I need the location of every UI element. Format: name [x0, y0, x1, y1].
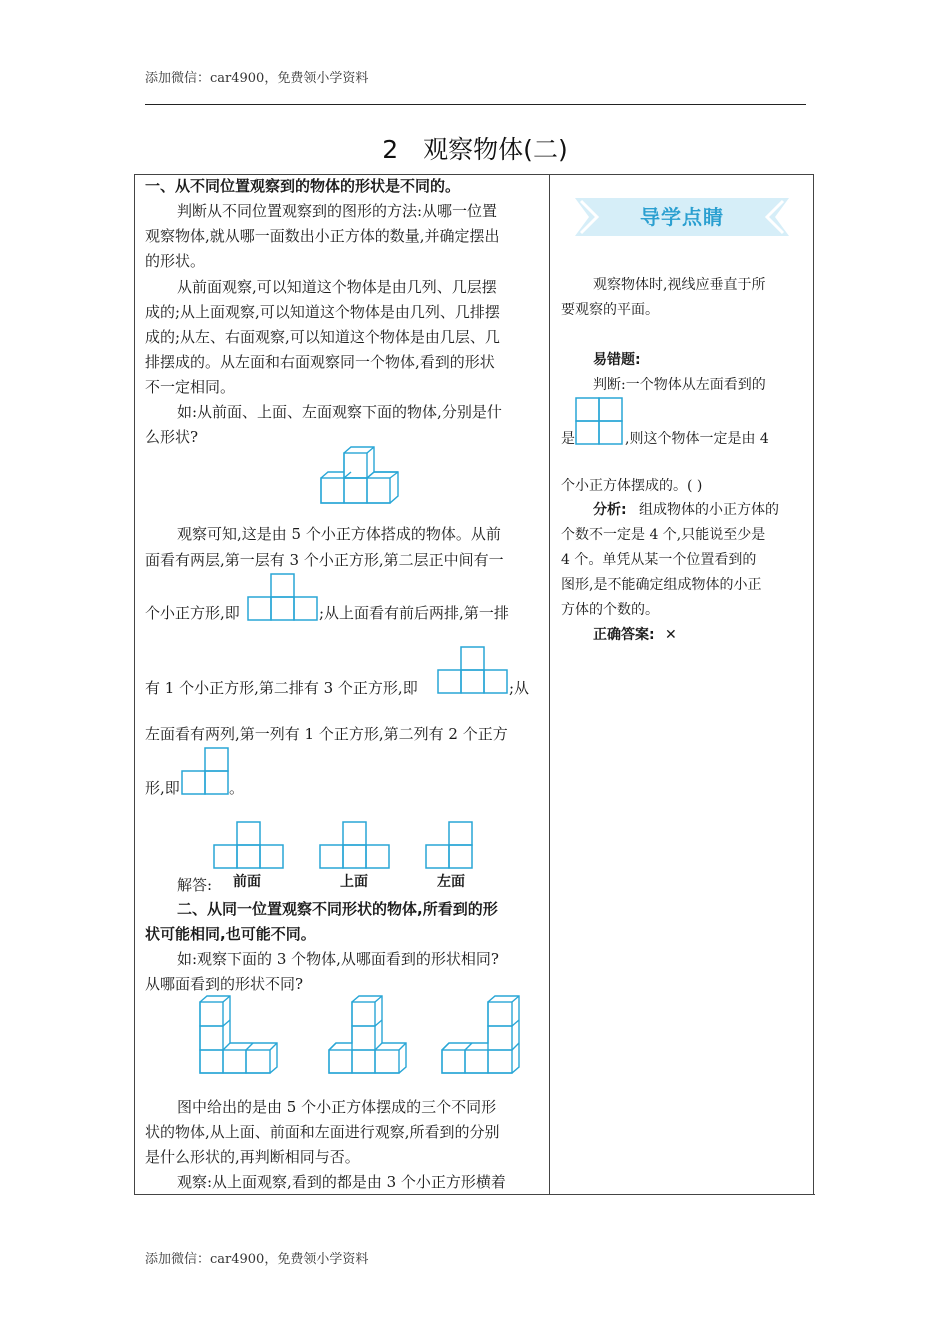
para4-line2: 面看有两层,第一层有 3 个小正方形,第二层正中间有一 [145, 551, 504, 569]
para3-line1: 如:从前面、上面、左面观察下面的物体,分别是什 [177, 403, 502, 421]
answer-front-view [213, 821, 285, 869]
front-view-inline-figure [247, 573, 319, 621]
error-question-label: 易错题: [593, 352, 641, 368]
section1-heading: 一、从不同位置观察到的物体的形状是不同的。 [145, 177, 461, 195]
tip-line1: 观察物体时,视线应垂直于所 [593, 277, 766, 293]
answer-top-view [319, 821, 391, 869]
section2-heading-line1: 二、从同一位置观察不同形状的物体,所看到的形 [177, 900, 498, 918]
answer-left-view [425, 821, 473, 869]
para4-line3a: 个小正方形,即 [145, 604, 240, 622]
para1-line3: 的形状。 [145, 252, 206, 270]
para2-line2: 成的;从上面观察,可以知道这个物体是由几列、几排摆 [145, 303, 500, 321]
para5-line2: 从哪面看到的形状不同? [145, 975, 304, 993]
page-header: 添加微信：car4900，免费领小学资料 [145, 71, 369, 86]
para4-line1: 观察可知,这是由 5 个小正方体搭成的物体。从前 [177, 525, 501, 543]
column-divider [549, 174, 550, 1195]
left-view-square-figure [575, 397, 625, 445]
para5-line1: 如:观察下面的 3 个物体,从哪面看到的形状相同? [177, 950, 499, 968]
tip-line2: 要观察的平面。 [561, 302, 659, 318]
top-view-inline-figure [437, 646, 509, 694]
para6-line2: 状的物体,从上面、前面和左面进行观察,所看到的分别 [145, 1123, 500, 1141]
analysis-line5: 方体的个数的。 [561, 602, 659, 618]
analysis-line2: 个数不一定是 4 个,只能说至少是 [561, 527, 766, 543]
para4-line6b: 。 [229, 779, 245, 797]
para4-line4a: 有 1 个小正方形,第二排有 3 个正方形,即 [145, 679, 418, 697]
para6-line1: 图中给出的是由 5 个小正方体摆成的三个不同形 [177, 1098, 497, 1116]
para2-line3: 成的;从左、右面观察,可以知道这个物体是由几层、几 [145, 328, 500, 346]
object-1-figure [198, 995, 280, 1075]
answer-label: 解答: [177, 876, 213, 894]
analysis-line3: 4 个。单凭从某一个位置看到的 [561, 552, 757, 568]
para3-line2: 么形状? [145, 428, 199, 446]
para4-line6a: 形,即 [145, 779, 180, 797]
para6-line3: 是什么形状的,再判断相同与否。 [145, 1148, 360, 1166]
header-rule [145, 104, 806, 105]
para4-line5: 左面看有两列,第一列有 1 个正方形,第二列有 2 个正方 [145, 725, 508, 743]
para4-line4b: ;从 [509, 679, 530, 697]
analysis-line1: 组成物体的小正方体的 [639, 502, 779, 518]
para1-line2: 观察物体,就从哪一面数出小正方体的数量,并确定摆出 [145, 227, 500, 245]
front-view-label: 前面 [233, 874, 261, 890]
page-title: 2 观察物体(二) [382, 135, 568, 164]
section2-heading-line2: 状可能相同,也可能不同。 [145, 925, 316, 943]
judge-line1: 判断:一个物体从左面看到的 [593, 377, 766, 393]
object-2-figure [327, 995, 409, 1075]
page-footer: 添加微信：car4900，免费领小学资料 [145, 1252, 369, 1267]
para2-line4: 排摆成的。从左面和右面观察同一个物体,看到的形状 [145, 353, 495, 371]
left-view-inline-figure [181, 747, 229, 795]
judge-line2b: ,则这个物体一定是由 4 [625, 431, 769, 447]
para2-line1: 从前面观察,可以知道这个物体是由几列、几层摆 [177, 278, 497, 296]
guide-banner-title: 导学点睛 [640, 205, 724, 229]
top-view-label: 上面 [340, 874, 368, 890]
cube-structure-figure [318, 446, 400, 504]
object-3-figure [440, 995, 522, 1075]
para4-line3b: ;从上面看有前后两排,第一排 [319, 604, 509, 622]
analysis-line4: 图形,是不能确定组成物体的小正 [561, 577, 762, 593]
para7-line1: 观察:从上面观察,看到的都是由 3 个小正方形横着 [177, 1173, 506, 1191]
left-view-label: 左面 [437, 874, 465, 890]
analysis-label: 分析: [593, 502, 627, 518]
correct-answer-value: ✕ [665, 627, 677, 643]
judge-line2a: 是 [561, 431, 575, 447]
correct-answer-label: 正确答案: [593, 627, 655, 643]
para1-line1: 判断从不同位置观察到的图形的方法:从哪一位置 [177, 202, 498, 220]
judge-line3: 个小正方体摆成的。( ) [561, 478, 703, 494]
para2-line5: 不一定相同。 [145, 378, 236, 396]
